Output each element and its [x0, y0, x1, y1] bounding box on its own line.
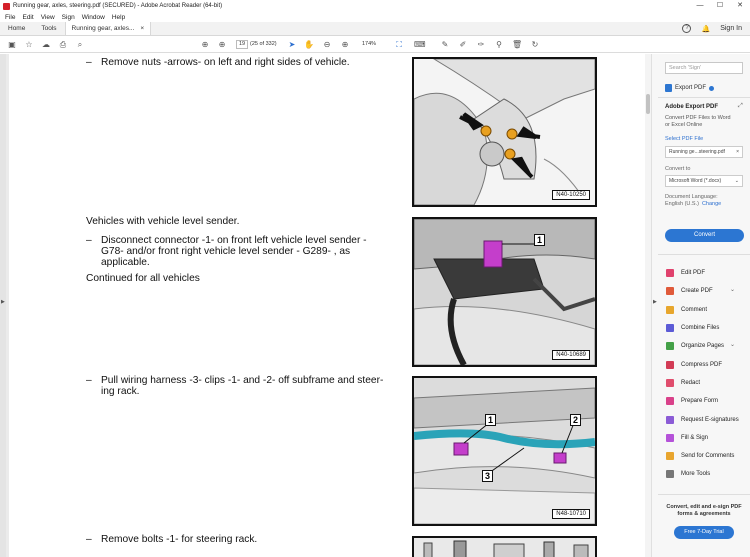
close-window-button[interactable]: ✕: [737, 2, 743, 9]
settings-dot-icon: [709, 86, 714, 91]
convert-to-value: Microsoft Word (*.docx): [669, 178, 722, 184]
send-for-comments-icon: [666, 452, 674, 460]
collapse-arrow-icon: ▶: [653, 299, 657, 305]
organize-pages-icon: [666, 342, 674, 350]
figure-label: N48-10710: [552, 509, 590, 519]
step-pull-harness-line2: ing rack.: [101, 386, 140, 397]
chevron-down-icon[interactable]: ⌄: [730, 342, 736, 349]
minimize-button[interactable]: —: [696, 2, 704, 9]
zoom-out-icon[interactable]: ⊖: [323, 40, 331, 49]
continued-note: Continued for all vehicles: [86, 273, 200, 284]
tab-document[interactable]: [65, 22, 152, 35]
figure-label: N40-10689: [552, 350, 590, 360]
document-language-value: English (U.S.): [665, 201, 699, 207]
menu-bar: [0, 12, 750, 22]
callout-1: 1: [534, 234, 545, 246]
tool-label: Organize Pages: [681, 343, 725, 350]
right-tools-pane: [658, 54, 750, 557]
convert-to-select[interactable]: [665, 175, 743, 187]
callout-1: 1: [485, 414, 496, 426]
delete-icon[interactable]: 🗑: [512, 40, 523, 49]
figure-vehicle-level-sender: [412, 217, 597, 367]
sign-in-link[interactable]: Sign In: [720, 25, 742, 32]
selected-file-field[interactable]: [665, 146, 743, 158]
tools-list: [666, 264, 746, 484]
tool-compress-pdf[interactable]: [666, 355, 746, 373]
draw-icon[interactable]: ✑: [477, 40, 485, 49]
convert-button[interactable]: Convert: [665, 229, 744, 242]
window-title: Running gear, axles, steering.pdf (SECURED) - Adobe Acrobat Reader (64-bit): [13, 3, 223, 9]
create-pdf-icon: [666, 287, 674, 295]
right-panel-toggle[interactable]: [651, 54, 658, 557]
acrobat-app-icon: [3, 3, 10, 10]
tool-label: Fill & Sign: [681, 434, 709, 441]
tool-redact[interactable]: [666, 374, 746, 392]
fill-sign-icon: [666, 434, 674, 442]
tool-label: Edit PDF: [681, 270, 706, 277]
tool-send-for-comments[interactable]: [666, 447, 746, 465]
menu-sign[interactable]: Sign: [61, 13, 75, 21]
next-page-icon[interactable]: ⊕: [218, 40, 226, 49]
fit-page-icon[interactable]: ⛶: [396, 40, 402, 49]
left-panel-toggle[interactable]: [0, 54, 6, 557]
bullet-dash: –: [86, 534, 92, 545]
save-icon[interactable]: ▣: [8, 40, 16, 49]
select-cursor-icon[interactable]: ➤: [288, 40, 296, 49]
divider: [658, 494, 750, 495]
figure-steering-rack-bolts: [412, 536, 597, 557]
document-viewport[interactable]: [0, 54, 640, 557]
tool-label: Comment: [681, 306, 708, 313]
divider: [658, 254, 750, 255]
tool-fill-sign[interactable]: [666, 429, 746, 447]
zoom-in-icon[interactable]: ⊕: [341, 40, 349, 49]
step-remove-nuts: Remove nuts -arrows- on left and right sides of vehicle.: [101, 57, 350, 68]
step-pull-harness-line1: Pull wiring harness -3- clips -1- and -2- off subframe and steer-: [101, 375, 384, 386]
search-icon[interactable]: ⌕: [77, 40, 83, 49]
menu-view[interactable]: View: [40, 13, 55, 21]
bullet-dash: –: [86, 235, 92, 246]
promo-text: Convert, edit and e-sign PDF forms & agreements: [666, 504, 742, 517]
upload-cloud-icon[interactable]: ☁: [42, 40, 50, 49]
chevron-down-icon[interactable]: ⌄: [730, 287, 736, 294]
tab-home[interactable]: Home: [8, 25, 26, 32]
redact-icon: [666, 379, 674, 387]
export-pdf-title: Export PDF: [675, 85, 707, 91]
tool-label: Redact: [681, 379, 701, 386]
previous-page-icon[interactable]: ⊕: [201, 40, 209, 49]
step-disconnect-connector-line1: Disconnect connector -1- on front left vehicle level sender -: [101, 235, 367, 246]
title-bar: [0, 0, 750, 12]
rotate-icon[interactable]: ↻: [531, 40, 539, 49]
adobe-export-title: Adobe Export PDF: [665, 104, 719, 110]
tool-label: Create PDF: [681, 288, 713, 295]
close-tab-icon[interactable]: ×: [140, 25, 145, 32]
select-pdf-file-link[interactable]: Select PDF File: [665, 136, 704, 142]
tool-request-e-signatures[interactable]: [666, 410, 746, 428]
request-signatures-icon: [666, 416, 674, 424]
tool-label: Send for Comments: [681, 453, 735, 460]
compress-pdf-icon: [666, 361, 674, 369]
bullet-dash: –: [86, 57, 92, 68]
menu-edit[interactable]: Edit: [22, 13, 34, 21]
menu-file[interactable]: File: [5, 13, 16, 21]
more-tools-icon: [666, 470, 674, 478]
tool-organize-pages[interactable]: [666, 337, 746, 355]
tool-label: More Tools: [681, 471, 711, 478]
highlight-pen-icon[interactable]: ✐: [459, 40, 467, 49]
figure-wiring-harness: [412, 376, 597, 526]
bullet-dash: –: [86, 375, 92, 386]
tool-prepare-form[interactable]: [666, 392, 746, 410]
toolbar: [0, 36, 750, 53]
hand-tool-icon[interactable]: ✋: [304, 40, 314, 49]
tool-more-tools[interactable]: [666, 465, 746, 483]
window-controls: [690, 0, 750, 12]
divider: [658, 97, 750, 98]
free-trial-button[interactable]: Free 7-Day Trial: [674, 526, 734, 539]
callout-3: 3: [482, 470, 493, 482]
menu-help[interactable]: Help: [111, 13, 126, 21]
tool-label: Request E-signatures: [681, 416, 739, 423]
change-language-link[interactable]: Change: [701, 201, 722, 207]
tool-comment[interactable]: [666, 301, 746, 319]
tool-combine-files[interactable]: [666, 319, 746, 337]
figure-nuts-arrows: [412, 57, 597, 207]
document-tab-label: Running gear, axles...: [71, 25, 135, 32]
scrollbar-thumb[interactable]: [646, 94, 650, 114]
comment-icon[interactable]: ✎: [441, 40, 449, 49]
prepare-form-icon: [666, 397, 674, 405]
collapse-icon[interactable]: ⤢: [738, 103, 743, 109]
figure-harness-illustration: [414, 378, 595, 524]
page-total: (25 of 332): [250, 41, 277, 47]
pdf-page: [9, 54, 640, 557]
tab-tools[interactable]: Tools: [41, 25, 57, 32]
callout-2: 2: [570, 414, 581, 426]
chevron-down-icon: ⌄: [734, 178, 739, 184]
read-mode-icon[interactable]: ⌨: [414, 40, 426, 49]
convert-to-label: Convert to: [665, 166, 691, 172]
bookmark-star-icon[interactable]: ☆: [25, 40, 33, 49]
export-description: Convert PDF Files to Word or Excel Online: [665, 115, 731, 128]
export-pdf-header[interactable]: [665, 84, 714, 92]
tool-create-pdf[interactable]: [666, 282, 746, 300]
maximize-button[interactable]: ☐: [716, 2, 724, 9]
menu-window[interactable]: Window: [81, 13, 105, 21]
step-disconnect-connector-line3: applicable.: [101, 257, 150, 268]
help-icon[interactable]: ?: [682, 24, 691, 33]
export-pdf-icon: [665, 84, 672, 92]
comment-icon: [666, 306, 674, 314]
selected-file-name: Running ge...steering.pdf: [669, 149, 725, 155]
search-tools-input[interactable]: Search 'Sign': [665, 62, 743, 74]
figure-sender-illustration: [414, 219, 595, 365]
condition-vehicle-level-sender: Vehicles with vehicle level sender.: [86, 216, 240, 227]
expand-arrow-icon: ▶: [1, 299, 5, 305]
step-disconnect-connector-line2: G78- and/or front right vehicle level sender - G289- , as: [101, 246, 351, 257]
tool-label: Compress PDF: [681, 361, 723, 368]
zoom-level[interactable]: 174%: [361, 41, 377, 47]
figure-bolts-illustration: [414, 538, 595, 557]
document-language: [665, 194, 721, 208]
tool-edit-pdf[interactable]: [666, 264, 746, 282]
tab-bar: [0, 22, 750, 36]
notifications-bell-icon[interactable]: 🔔: [701, 25, 711, 33]
step-remove-bolts: Remove bolts -1- for steering rack.: [101, 534, 258, 545]
tool-label: Prepare Form: [681, 398, 719, 405]
edit-pdf-icon: [666, 269, 674, 277]
stamp-icon[interactable]: ⚲: [496, 40, 502, 49]
print-icon[interactable]: ⎙: [59, 40, 67, 49]
document-language-label: Document Language:: [665, 194, 718, 200]
tool-label: Combine Files: [681, 325, 720, 332]
figure-nuts-illustration: [414, 59, 595, 205]
clear-file-icon[interactable]: ×: [736, 149, 739, 155]
combine-files-icon: [666, 324, 674, 332]
page-number-input[interactable]: 19: [236, 40, 248, 49]
figure-label: N40-10250: [552, 190, 590, 200]
